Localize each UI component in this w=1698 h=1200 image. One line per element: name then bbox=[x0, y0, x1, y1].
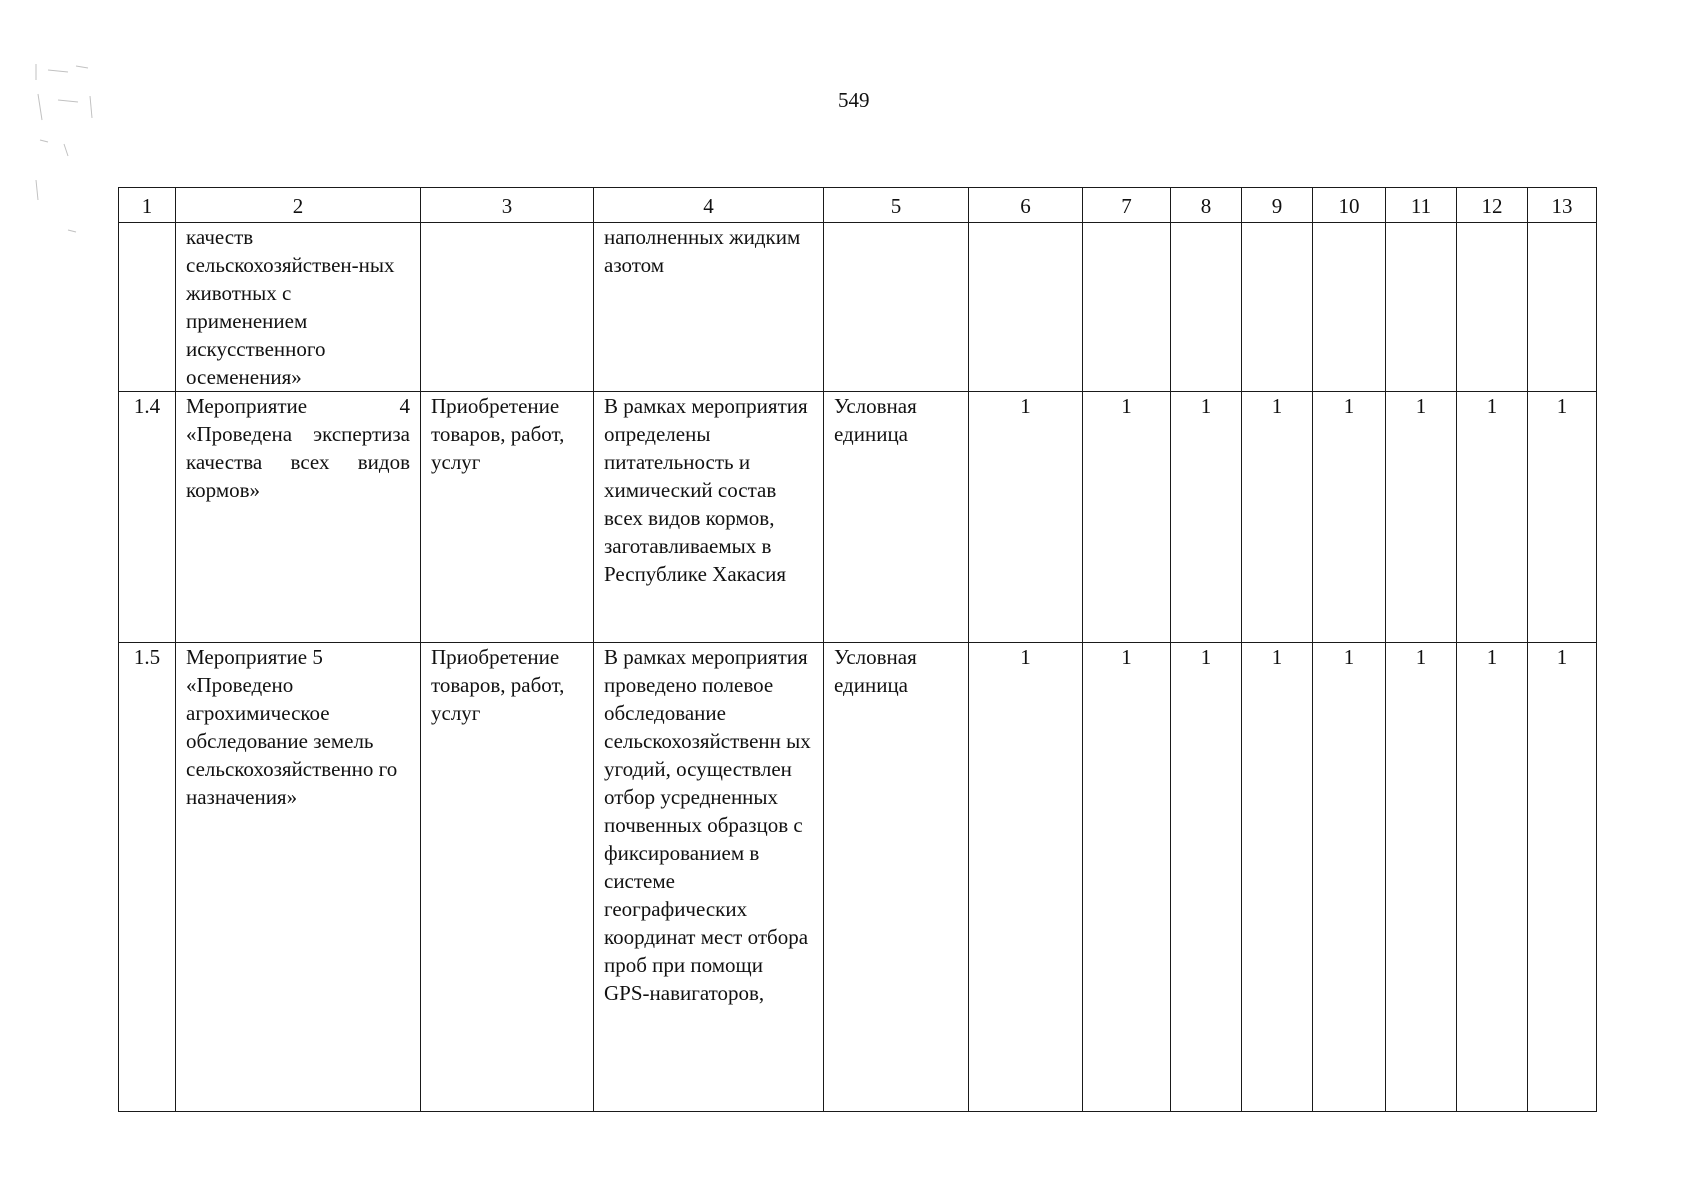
value-cell: 1 bbox=[1313, 643, 1386, 1112]
value-cell: 1 bbox=[1386, 643, 1457, 1112]
value-cell: 1 bbox=[1171, 392, 1242, 643]
value-cell bbox=[969, 223, 1083, 392]
header-row bbox=[119, 188, 1597, 223]
value-cell: 1 bbox=[1083, 392, 1171, 643]
value-cell: 1 bbox=[1386, 392, 1457, 643]
result-cell: В рамках мероприятия определены питательность и химический состав всех видов кормов, заготавливаемых в Республике Хакасия bbox=[594, 392, 824, 643]
value-cell: 1 bbox=[1528, 392, 1597, 643]
result-cell: В рамках мероприятия проведено полевое обследование сельскохозяйственн ых угодий, осуществлен отбор усредненных почвенных образцов с фиксированием в системе географических координат мест отбора проб при помощи GPS-навигаторов, bbox=[594, 643, 824, 1112]
header-cell: 11 bbox=[1386, 188, 1457, 223]
value-cell: 1 bbox=[1313, 392, 1386, 643]
measure-cell: Мероприятие 4 «Проведена экспертиза качества всех видов кормов» bbox=[176, 392, 421, 643]
measure-cell: Мероприятие 5 «Проведено агрохимическое обследование земель сельскохозяйственно го назначения» bbox=[176, 643, 421, 1112]
row-number-cell: 1.5 bbox=[119, 643, 176, 1112]
header-cell: 7 bbox=[1083, 188, 1171, 223]
row-number-cell bbox=[119, 223, 176, 392]
row-number-cell: 1.4 bbox=[119, 392, 176, 643]
table-row bbox=[119, 643, 1597, 1112]
header-cell: 4 bbox=[594, 188, 824, 223]
table-row bbox=[119, 223, 1597, 392]
value-cell: 1 bbox=[1242, 643, 1313, 1112]
value-cell bbox=[1457, 223, 1528, 392]
value-cell bbox=[1528, 223, 1597, 392]
header-cell: 12 bbox=[1457, 188, 1528, 223]
header-cell: 13 bbox=[1528, 188, 1597, 223]
value-cell: 1 bbox=[969, 392, 1083, 643]
value-cell bbox=[1242, 223, 1313, 392]
value-cell: 1 bbox=[969, 643, 1083, 1112]
unit-cell bbox=[824, 223, 969, 392]
table-row bbox=[119, 392, 1597, 643]
header-cell: 9 bbox=[1242, 188, 1313, 223]
scan-edge-artifact bbox=[28, 60, 108, 260]
value-cell: 1 bbox=[1457, 392, 1528, 643]
unit-cell: Условная единица bbox=[824, 392, 969, 643]
value-cell: 1 bbox=[1171, 643, 1242, 1112]
page-number: 549 bbox=[838, 88, 870, 112]
header-cell: 6 bbox=[969, 188, 1083, 223]
value-cell: 1 bbox=[1457, 643, 1528, 1112]
measures-table bbox=[118, 187, 1597, 1112]
value-cell: 1 bbox=[1242, 392, 1313, 643]
type-cell: Приобретение товаров, работ, услуг bbox=[421, 392, 594, 643]
result-cell: наполненных жидким азотом bbox=[594, 223, 824, 392]
value-cell bbox=[1083, 223, 1171, 392]
type-cell bbox=[421, 223, 594, 392]
header-cell: 3 bbox=[421, 188, 594, 223]
type-cell: Приобретение товаров, работ, услуг bbox=[421, 643, 594, 1112]
value-cell: 1 bbox=[1083, 643, 1171, 1112]
value-cell bbox=[1313, 223, 1386, 392]
header-cell: 10 bbox=[1313, 188, 1386, 223]
measure-cell: качеств сельскохозяйствен-ных животных с применением искусственного осеменения» bbox=[176, 223, 421, 392]
header-cell: 1 bbox=[119, 188, 176, 223]
value-cell bbox=[1171, 223, 1242, 392]
header-cell: 8 bbox=[1171, 188, 1242, 223]
value-cell: 1 bbox=[1528, 643, 1597, 1112]
header-cell: 2 bbox=[176, 188, 421, 223]
header-cell: 5 bbox=[824, 188, 969, 223]
unit-cell: Условная единица bbox=[824, 643, 969, 1112]
value-cell bbox=[1386, 223, 1457, 392]
